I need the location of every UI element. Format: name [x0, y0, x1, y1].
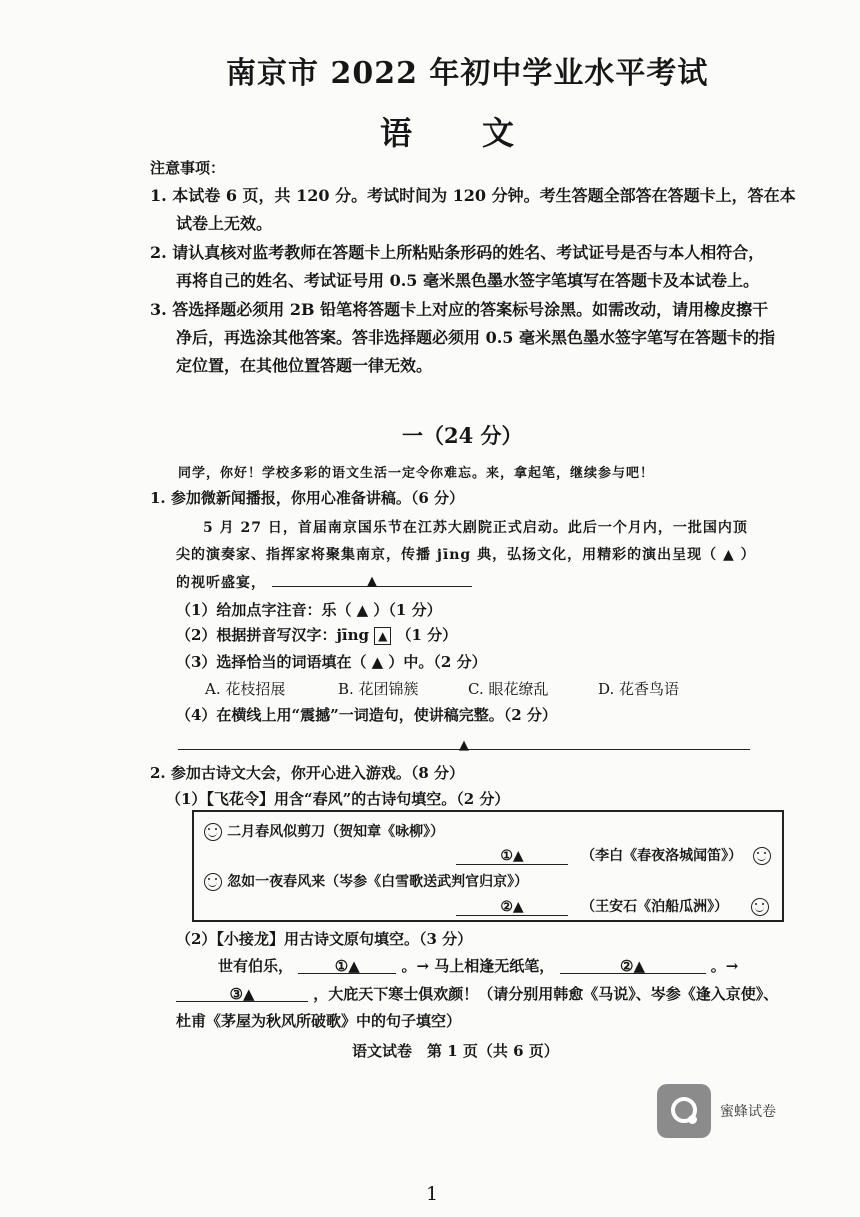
answer-marker: ▲: [459, 738, 469, 753]
chain-text-a: 世有伯乐，: [218, 957, 294, 975]
smiley-icon: [751, 898, 769, 916]
notice-item-3-line-3: 定位置，在其他位置答题一律无效。: [176, 356, 433, 375]
q1-stem: 1. 参加微新闻播报，你用心准备讲稿。（6 分）: [150, 489, 465, 507]
poem-source-1: （李白《春夜洛城闻笛》）: [581, 848, 743, 864]
q1-sub2-text: （2）根据拼音写汉字：jīng: [176, 626, 369, 644]
q1-option-c: C. 眼花缭乱: [468, 680, 549, 698]
notice-item-2-line-1: 2. 请认真核对监考教师在答题卡上所粘贴条形码的姓名、考试证号是否与本人相符合，: [150, 243, 765, 262]
q1-sub2-points: （1 分）: [396, 626, 458, 644]
poem-blank-1: ①▲: [456, 848, 568, 865]
q1-option-b: B. 花团锦簇: [338, 680, 419, 698]
exam-title: 南京市 2022 年初中学业水平考试: [226, 56, 709, 91]
smiley-icon: [204, 873, 222, 891]
answer-marker: ▲: [367, 574, 377, 589]
page-number: 1: [426, 1183, 439, 1205]
notice-item-1-line-1: 1. 本试卷 6 页，共 120 分。考试时间为 120 分钟。考生答题全部答在答题卡上，答在本: [150, 186, 796, 205]
q1-sentence-blank: [272, 570, 472, 587]
page-info: 语文试卷 第 1 页（共 6 页）: [352, 1042, 559, 1060]
section-heading: 一（24 分）: [402, 423, 523, 448]
subject-title: 语文: [380, 114, 585, 152]
q2-chain-line-1: [218, 955, 738, 976]
q2-sub2: （2）【小接龙】用古诗文原句填空。（3 分）: [176, 930, 473, 948]
box-line-1-text: 二月春风似剪刀（贺知章《咏柳》）: [227, 824, 445, 840]
q1-sub4: （4）在横线上用“震撼”一词造句，使讲稿完整。（2 分）: [176, 706, 557, 724]
q2-sub1: （1）【飞花令】用含“春风”的古诗句填空。（2 分）: [166, 790, 510, 808]
logo-dot-icon: [688, 1115, 697, 1124]
q1-passage-line-1: 5 月 27 日，首届南京国乐节在江苏大剧院正式启动。此后一个月内，一批国内顶: [203, 520, 748, 536]
chain-text-c: 。→: [710, 957, 739, 975]
chain-blank-2: ②▲: [560, 957, 706, 974]
poem-blank-2: ②▲: [456, 899, 568, 916]
notice-item-3-line-1: 3. 答选择题必须用 2B 铅笔将答题卡上对应的答案标号涂黑。如需改动，请用橡皮擦干: [150, 300, 769, 319]
q1-passage-line-3: 的视听盛宴，: [176, 575, 266, 591]
chain-text-d: ，大庇天下寒士俱欢颜！（请分别用韩愈《马说》、岑参《逢入京使》、: [313, 985, 779, 1003]
watermark-text: 蜜蜂试卷: [720, 1104, 776, 1120]
q1-sub1: （1）给加点字注音：乐（ ▲ ）（1 分）: [176, 601, 442, 619]
box-line-2: [456, 845, 771, 865]
answer-box: ▲: [374, 627, 391, 645]
section-intro: 同学，你好！学校多彩的语文生活一定令你难忘。来，拿起笔，继续参与吧！: [178, 466, 655, 481]
notice-heading: 注意事项：: [150, 159, 226, 177]
smiley-icon: [753, 847, 771, 865]
q1-sub4-answer-line: [178, 734, 750, 753]
q1-passage-line-2: 尖的演奏家、指挥家将聚集南京，传播 jīng 典，弘扬文化，用精彩的演出呈现（ ▲ ）: [176, 547, 756, 563]
box-line-4: [456, 896, 769, 916]
watermark-logo: [657, 1084, 711, 1138]
chain-blank-1: ①▲: [298, 957, 396, 974]
q1-sub3: （3）选择恰当的词语填在（ ▲ ）中。（2 分）: [176, 653, 487, 671]
q1-option-a: A. 花枝招展: [205, 680, 286, 698]
q2-chain-line-2: [176, 983, 778, 1004]
notice-item-1-line-2: 试卷上无效。: [176, 214, 273, 233]
smiley-icon: [204, 823, 222, 841]
chain-text-b: 。→ 马上相逢无纸笔，: [401, 957, 555, 975]
poem-source-2: （王安石《泊船瓜洲》）: [581, 899, 729, 915]
box-line-3-text: 忽如一夜春风来（岑参《白雪歌送武判官归京》）: [227, 874, 529, 890]
feihualing-box: [192, 810, 784, 922]
box-line-1: [204, 821, 444, 841]
q2-chain-line-3: 杜甫《茅屋为秋风所破歌》中的句子填空）: [176, 1012, 462, 1030]
notice-item-3-line-2: 净后，再选涂其他答案。答非选择题必须用 0.5 毫米黑色墨水签字笔写在答题卡的指: [176, 328, 775, 347]
box-line-3: [204, 871, 528, 891]
q1-option-d: D. 花香鸟语: [598, 680, 680, 698]
q2-stem: 2. 参加古诗文大会，你开心进入游戏。（8 分）: [150, 764, 465, 782]
q1-sub2: [176, 624, 457, 645]
chain-blank-3: ③▲: [176, 985, 308, 1002]
notice-item-2-line-2: 再将自己的姓名、考试证号用 0.5 毫米黑色墨水签字笔填写在答题卡及本试卷上。: [176, 271, 759, 290]
